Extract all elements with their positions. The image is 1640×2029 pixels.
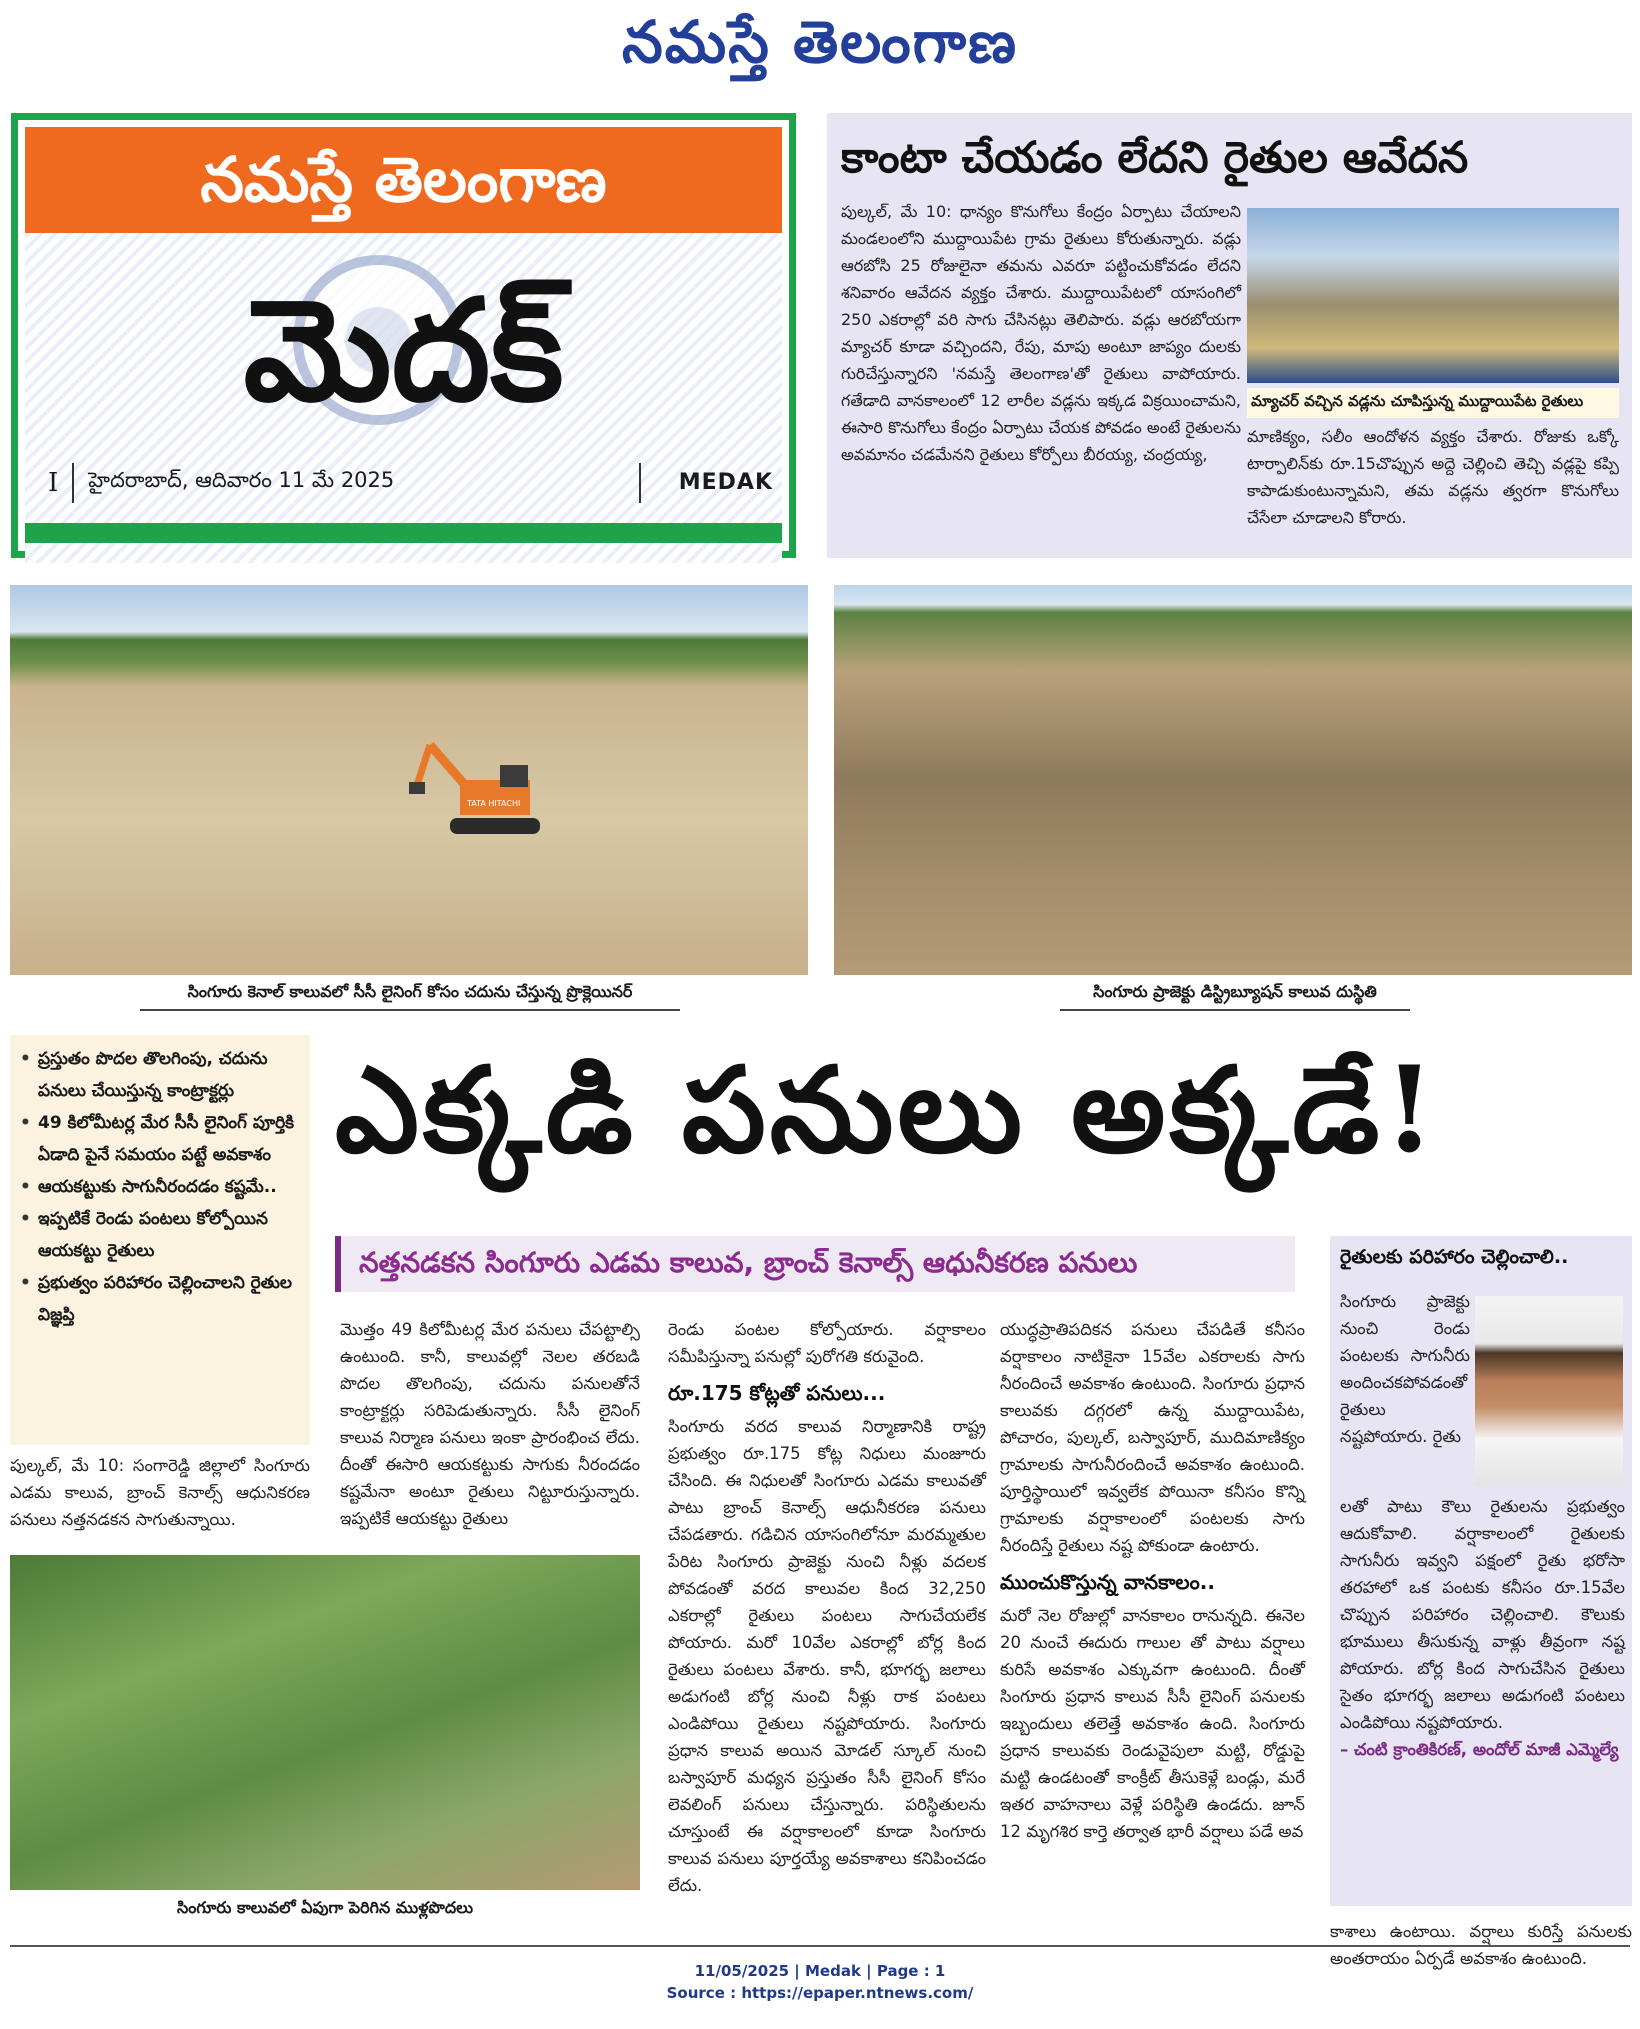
photo2-caption: సింగూరు ప్రాజెక్టు డిస్ట్రిబ్యూషన్ కాలువ దుస్థితి bbox=[1060, 982, 1410, 1011]
sidebar-signature: – చంటి క్రాంతికిరణ్, అందోల్ మాజీ ఎమ్మెల్యే bbox=[1340, 1740, 1619, 1759]
story1-body: పుల్కల్, మే 10: ధాన్యం కొనుగోలు కేంద్రం ఏర్పాటు చేయాలని మండలంలోని ముద్దాయిపేట గ్రామ రైతులు కోరుతున్నారు. వడ్లు ఆరబోసి 25 రోజులైనా తమను ఎవరూ పట్టించుకోవడం లేదని శనివారం ఆవేదన వ్యక్తం చేశారు. ముద్దాయిపేటలో యాసంగిలో 250 ఎకరాల్లో వరి సాగు చేసినట్లు తెలిపారు. వడ్లు ఆరబోయగా మ్యాచర్ కూడా వచ్చిందని, రేపు, మాపు అంటూ జాప్యం దులకు గురిచేస్తున్నారని 'నమస్తే తెలంగాణ'తో రైతులు వాపోయారు. గతేడాది వానకాలంలో 12 లారీల వడ్లను ఇక్కడ విక్రయించామని, ఈసారి కొనుగోలు కేంద్రం ఏర్పాటు చేయక పోవడం అంటే రైతులను అవమానం చడమేనని రైతులు కోర్పోలు బీరయ్య, చంద్రయ్య, bbox=[841, 202, 1241, 464]
excavator-icon bbox=[405, 740, 555, 840]
highlight-item: • ప్రభుత్వం పరిహారం చెల్లించాలని రైతుల విజ్ఞప్తి bbox=[20, 1267, 300, 1331]
sidebar-para2-text: లతో పాటు కౌలు రైతులను ప్రభుత్వం ఆదుకోవాలి. వర్షాకాలంలో రైతులకు సాగునీరు ఇవ్వని పక్షంలో రైతు భరోసా తరహాలో ఒక పంటకు కనీసం రూ.15వేల చొప్పున పరిహారం చెల్లించాలి. కౌలుకు భూములు తీసుకున్న వాళ్లు తీవ్రంగా నష్ట పోయారు. బోర్ల కింద సాగుచేసిన రైతులు సైతం భూగర్భ జలాలు అడుగంటి పంటలు ఎండిపోయి నష్టపోయారు. bbox=[1340, 1497, 1625, 1732]
edition-green-bar bbox=[25, 523, 782, 543]
column3-subhead: ముంచుకొస్తున్న వానకాలం.. bbox=[1000, 1570, 1215, 1594]
continuation-text: కాశాలు ఉంటాయి. వర్షాలు కురిస్తే పనులకు అంతరాయం ఏర్పడే అవకాశం ఉంటుంది. bbox=[1330, 1922, 1632, 1968]
highlight-item: • 49 కిలోమీటర్ల మేర సీసీ లైనింగ్ పూర్తికి ఏడాది పైనే సమయం పట్టే అవకాశం bbox=[20, 1107, 300, 1171]
story1-headline: కాంటా చేయడం లేదని రైతుల ఆవేదన bbox=[841, 133, 1469, 183]
lead-paragraph: పుల్కల్, మే 10: సంగారెడ్డి జిల్లాలో సింగూరు ఎడమ కాలువ, బ్రాంచ్ కెనాల్స్ ఆధునికరణ పనులు నత్తనడకన సాగుతున్నాయి. bbox=[10, 1456, 310, 1529]
highlights-box bbox=[10, 1035, 310, 1445]
edition-district-title: మెదక్ bbox=[243, 270, 564, 433]
highlight-item: • ప్రస్తుతం పొదల తొలగింపు, చదును పనులు చేయిస్తున్న కాంట్రాక్టర్లు bbox=[20, 1043, 300, 1107]
edition-brand: నమస్తే తెలంగాణ bbox=[25, 127, 782, 233]
footer-source-link[interactable]: Source : https://epaper.ntnews.com/ bbox=[666, 1984, 974, 2002]
main-headline: ఎక్కడి పనులు అక్కడే! bbox=[335, 1040, 1440, 1179]
footer-date-page: 11/05/2025 | Medak | Page : 1 bbox=[694, 1962, 946, 1980]
article-column-2 bbox=[668, 1316, 986, 1899]
edition-name: MEDAK bbox=[639, 463, 773, 503]
photo1-caption: సింగూరు కెనాల్ కాలువలో సీసీ లైనింగ్ కోసం చదును చేస్తున్న ప్రొక్లెయినర్ bbox=[140, 982, 680, 1011]
dateline-text: హైదరాబాద్, ఆదివారం 11 మే 2025 bbox=[88, 468, 395, 492]
thorny-bushes-photo bbox=[10, 1555, 640, 1890]
farmers-paddy-photo bbox=[1247, 208, 1619, 383]
article-column-1 bbox=[340, 1316, 640, 1532]
sidebar-quote-box bbox=[1330, 1236, 1632, 1906]
sidebar-para1: సింగూరు ప్రాజెక్టు నుంచి రెండు పంటలకు సాగునీరు అందించకపోవడంతో రైతులు నష్టపోయారు. రైతు bbox=[1340, 1292, 1470, 1446]
footer bbox=[0, 1960, 1640, 2004]
masthead-logo: నమస్తే తెలంగాణ bbox=[622, 8, 1018, 76]
article-column-3 bbox=[1000, 1316, 1305, 1845]
story-farmers-grievance bbox=[827, 113, 1632, 558]
excavator-brand: TATA HITACHI bbox=[467, 799, 521, 808]
photo3-caption: సింగూరు కాలువలో ఏపుగా పెరిగిన ముళ్లపొదలు bbox=[176, 1898, 473, 1917]
leader-portrait-photo bbox=[1475, 1296, 1623, 1486]
sidebar-para2 bbox=[1340, 1493, 1625, 1763]
story1-body-continued: మాణిక్యం, సలీం ఆందోళన వ్యక్తం చేశారు. రోజుకు ఒక్కో టార్పాలిన్‌కు రూ.15చొప్పున అద్దె చెల్లించి తెచ్చి వడ్లపై కప్పి కాపాడుకుంటున్నామని, తమ వడ్లను త్వరగా కొనుగోలు చేసేలా చూడాలని కోరారు. bbox=[1247, 427, 1619, 527]
distribution-canal-photo bbox=[834, 585, 1632, 975]
story1-photo-caption: మ్యాచర్ వచ్చిన వడ్లను చూపిస్తున్న ముద్దాయిపేట రైతులు bbox=[1247, 388, 1619, 418]
column2-subhead: రూ.175 కోట్లతో పనులు... bbox=[668, 1381, 886, 1405]
subheadline: నత్తనడకన సింగూరు ఎడమ కాలువ, బ్రాంచ్ కెనాల్స్ ఆధునీకరణ పనులు bbox=[359, 1246, 1138, 1279]
highlight-item: • ఆయకట్టుకు సాగునీరందడం కష్టమే.. bbox=[20, 1171, 300, 1203]
edition-box bbox=[11, 113, 796, 558]
sidebar-headline: రైతులకు పరిహారం చెల్లించాలి.. bbox=[1340, 1246, 1569, 1268]
column1-text: మొత్తం 49 కిలోమీటర్ల మేర పనులు చేపట్టాల్సి ఉంటుంది. కానీ, కాలువల్లో నెలల తరబడి పొదల తొలగింపు, చదును పనులతోనే కాంట్రాక్టర్లు సరిపెడుతున్నారు. సీసీ లైనింగ్ కాలువ నిర్మాణ పనులు ఇంకా ప్రారంభించ లేదు. దీంతో ఈసారి ఆయకట్టుకు సాగుకు నీరందడం కష్టమేనా అంటూ రైతులు నిట్టూరుస్తున్నారు. ఇప్పటికే ఆయకట్టు రైతులు bbox=[340, 1320, 640, 1528]
edition-dateline bbox=[48, 460, 773, 506]
footer-divider bbox=[10, 1945, 1630, 1947]
highlight-item: • ఇప్పటికే రెండు పంటలు కోల్పోయిన ఆయకట్టు రైతులు bbox=[20, 1203, 300, 1267]
page-roman: I bbox=[48, 463, 74, 503]
column2-para1: రెండు పంటల కోల్పోయారు. వర్షాకాలం సమీపిస్తున్నా పనుల్లో పురోగతి కరువైంది. bbox=[668, 1320, 986, 1366]
column2-para2: సింగూరు వరద కాలువ నిర్మాణానికి రాష్ట్ర ప్రభుత్వం రూ.175 కోట్ల నిధులు మంజూరు చేసింది. ఈ నిధులతో సింగూరు ఎడమ కాలువతో పాటు బ్రాంచ్ కెనాల్స్ ఆధునీకరణ పనులు చేపడతారు. గడిచిన యాసంగిలోనూ మరమ్మతుల పేరిట సింగూరు ప్రాజెక్టు నుంచి నీళ్లు వదలక పోవడంతో వరద కాలువల కింద 32,250 ఎకరాల్లో రైతులు పంటలు సాగుచేయలేక పోయారు. మరో 10వేల ఎకరాల్లో బోర్ల కింద రైతులు పంటలు వేశారు. కానీ, భూగర్భ జలాలు అడుగంటి బోర్ల నుంచి నీళ్లు రాక పంటలు ఎండిపోయి రైతులు నష్టపోయారు. సింగూరు ప్రధాన కాలువ అయిన మోడల్ స్కూల్ నుంచి బస్వాపూర్ మధ్యన ప్రస్తుతం సీసీ లైనింగ్ కోసం లెవలింగ్ పనులు చేస్తున్నారు. పరిస్థితులను చూస్తుంటే ఈ వర్షాకాలంలో కూడా సింగూరు కాలువ పనులు పూర్తయ్యే అవకాశాలు కనిపించడం లేదు. bbox=[668, 1417, 986, 1895]
column3-para1: యుద్ధప్రాతిపదికన పనులు చేపడితే కనీసం వర్షాకాలం నాటికైనా 15వేల ఎకరాలకు సాగు నీరందించే అవకాశం ఉంటుంది. సింగూరు ప్రధాన కాలువకు దగ్గరలో ఉన్న ముద్దాయిపేట, పోచారం, పుల్కల్, బస్వాపూర్, ముదిమాణిక్యం గ్రామాలకు సాగునీరందించే అవకాశం ఉంటుంది. పూర్తిస్థాయిలో ఇవ్వలేక పోయినా కనీసం కొన్ని గ్రామాలకు వర్షాకాలంలో పంటలకు సాగు నీరందిస్తే రైతులు నష్ట పోకుండా ఉంటారు. bbox=[1000, 1320, 1305, 1555]
column3-para2: మరో నెల రోజుల్లో వానకాలం రానున్నది. ఈనెల 20 నుంచే ఈదురు గాలుల తో పాటు వర్షాలు కురిసే అవకాశం ఎక్కువగా ఉంటుంది. దీంతో సింగూరు ప్రధాన కాలువ సీసీ లైనింగ్ పనులకు ఇబ్బందులు తలెత్తే అవకాశం ఉంది. సింగూరు ప్రధాన కాలువకు రెండువైపులా మట్టి, రోడ్డుపై మట్టి ఉండటంతో కాంక్రీట్ తీసుకెళ్లే బండ్లు, మరే ఇతర వాహనాలు వెళ్లే పరిస్థితి ఉండదు. జూన్ 12 మృగశిర కార్తె తర్వాత భారీ వర్షాలు పడే అవ bbox=[1000, 1606, 1305, 1841]
subheadline-box bbox=[335, 1236, 1295, 1292]
